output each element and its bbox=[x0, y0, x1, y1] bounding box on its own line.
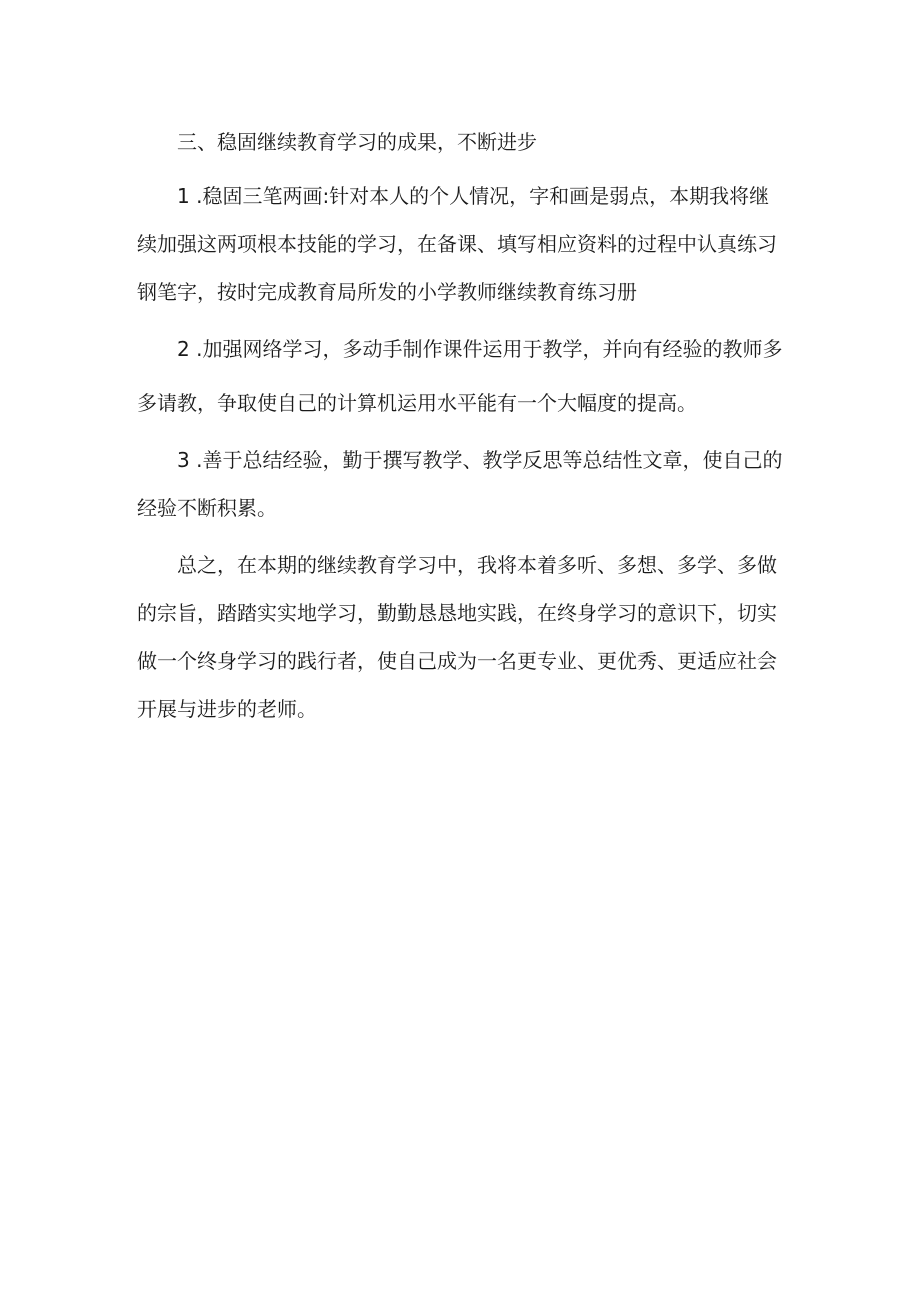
paragraph-line: 多请教，争取使自己的计算机运用水平能有一个大幅度的提高。 bbox=[137, 391, 697, 415]
document-body bbox=[137, 118, 787, 733]
paragraph-item-2 bbox=[137, 325, 787, 427]
paragraph-line: 经验不断积累。 bbox=[137, 496, 277, 520]
paragraph-line: 1 .稳固三笔两画:针对本人的个人情况，字和画是弱点，本期我将继 bbox=[177, 184, 770, 208]
paragraph-item-3 bbox=[137, 436, 787, 532]
paragraph-item-1 bbox=[137, 172, 787, 316]
paragraph-line: 钢笔字，按时完成教育局所发的小学教师继续教育练习册 bbox=[137, 280, 637, 304]
paragraph-conclusion bbox=[137, 541, 787, 733]
section-heading: 三、稳固继续教育学习的成果，不断进步 bbox=[177, 130, 537, 154]
paragraph-line: 开展与进步的老师。 bbox=[137, 697, 317, 721]
paragraph-line: 续加强这两项根本技能的学习，在备课、填写相应资料的过程中认真练习 bbox=[137, 232, 777, 256]
paragraph-line: 的宗旨，踏踏实实地学习，勤勤恳恳地实践，在终身学习的意识下，切实 bbox=[137, 601, 777, 625]
paragraph-line: 2 .加强网络学习，多动手制作课件运用于教学，并向有经验的教师多 bbox=[177, 337, 783, 361]
paragraph-line: 3 .善于总结经验，勤于撰写教学、教学反思等总结性文章，使自己的 bbox=[177, 448, 783, 472]
paragraph-line: 做一个终身学习的践行者，使自己成为一名更专业、更优秀、更适应社会 bbox=[137, 649, 777, 673]
paragraph-line: 总之，在本期的继续教育学习中，我将本着多听、多想、多学、多做 bbox=[177, 553, 777, 577]
